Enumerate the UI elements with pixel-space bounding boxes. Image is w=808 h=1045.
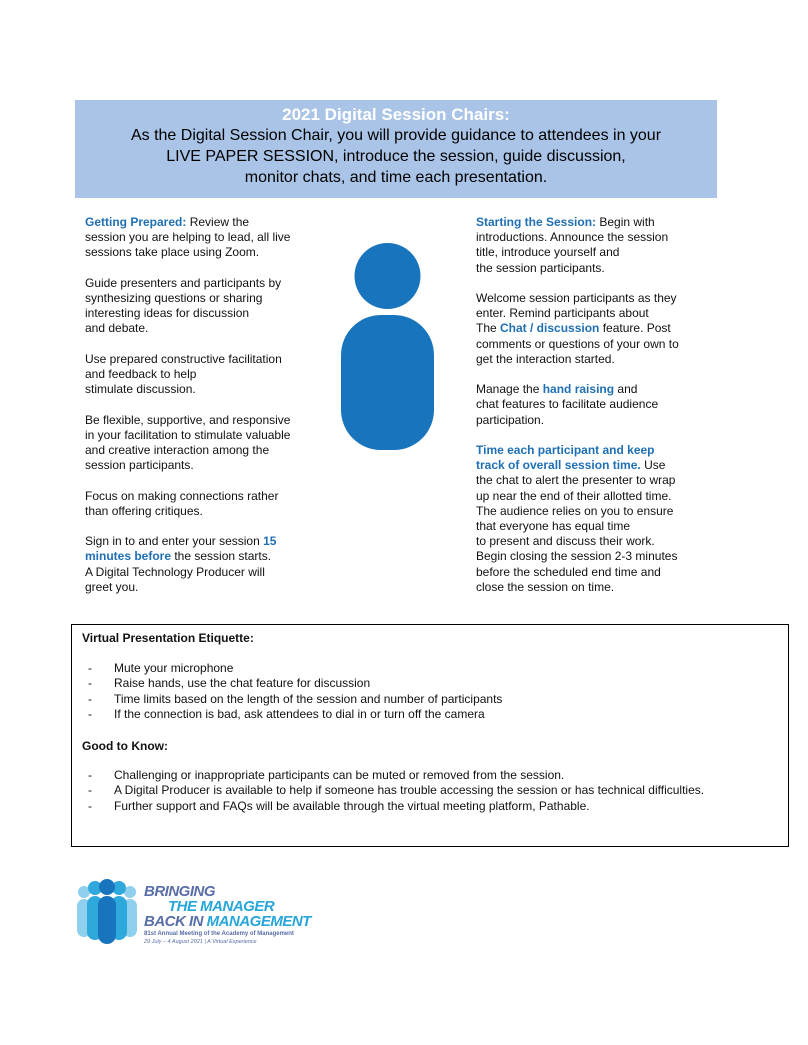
flexible-paragraph: Be flexible, supportive, and responsive in your facilitation to stimulate valuable and creative interaction among the session participants.: [85, 412, 291, 473]
banner-line-2: LIVE PAPER SESSION, introduce the session, guide discussion,: [166, 148, 626, 165]
good-to-know-list: [88, 768, 704, 814]
connections-paragraph: Focus on making connections rather than offering critiques.: [85, 488, 279, 518]
right-column: [476, 215, 711, 610]
left-column: [85, 215, 320, 610]
guide-presenters-paragraph: Guide presenters and participants by synthesizing questions or sharing interesting ideas for discussion and debate.: [85, 275, 282, 336]
banner-line-1: As the Digital Session Chair, you will provide guidance to attendees in your: [130, 127, 662, 144]
logo-line-5: 29 July – 4 August 2021 | A Virtual Experience: [144, 939, 257, 945]
list-item: - Raise hands, use the chat feature for discussion: [88, 676, 371, 691]
list-item: - Time limits based on the length of the session and number of participants: [88, 691, 503, 706]
time-participant-paragraph: Time each participant and keep track of overall session time. Use the chat to alert the presenter to wrap up near the end of their allotted time. The audience relies on you to ensure that everyone has equal time to present and discuss their work. Begin closing the session 2-3 minutes before the scheduled end time and close the session on time.: [476, 443, 678, 594]
hand-raising-paragraph: Manage the hand raising and chat features to facilitate audience participation.: [476, 382, 659, 427]
list-item: - If the connection is bad, ask attendees to dial in or turn off the camera: [88, 706, 485, 721]
logo-line-4: 81st Annual Meeting of the Academy of Management: [144, 931, 294, 937]
sign-in-paragraph: Sign in to and enter your session 15 minutes before the session starts. A Digital Technology Producer will greet you.: [85, 534, 277, 594]
logo-line-2: THE MANAGER: [168, 898, 275, 915]
getting-prepared-heading: Getting Prepared:: [85, 215, 187, 229]
aom-logo: [74, 878, 334, 950]
list-item: - A Digital Producer is available to help if someone has trouble accessing the session or has technical difficulties.: [88, 783, 705, 798]
banner-title: 2021 Digital Session Chairs:: [282, 105, 510, 124]
logo-line-3: BACK IN MANAGEMENT: [144, 913, 311, 930]
logo-line-1: BRINGING: [144, 883, 215, 900]
facilitation-paragraph: Use prepared constructive facilitation and feedback to help stimulate discussion.: [85, 351, 282, 397]
starting-session-paragraph: Starting the Session: Begin with introductions. Announce the session title, introduce yourself and the session participants.: [476, 215, 669, 275]
list-item: - Challenging or inappropriate participants can be muted or removed from the session.: [88, 768, 565, 782]
banner-line-3: monitor chats, and time each presentation.: [244, 169, 548, 186]
welcome-paragraph: Welcome session participants as they enter. Remind participants about The Chat / discussion feature. Post comments or questions of your own to get the interaction started.: [476, 291, 679, 366]
etiquette-list: [88, 661, 502, 722]
person-icon: [340, 243, 435, 451]
people-group-icon: [74, 878, 140, 946]
title-banner: [75, 100, 717, 198]
list-item: - Further support and FAQs will be available through the virtual meeting platform, Pathable.: [88, 798, 590, 813]
etiquette-box: [71, 624, 789, 847]
list-item: - Mute your microphone: [88, 661, 234, 675]
starting-session-heading: Starting the Session:: [476, 215, 597, 229]
getting-prepared-paragraph: Getting Prepared: Review the session you are helping to lead, all live sessions take place using Zoom.: [85, 215, 291, 260]
good-to-know-heading: Good to Know:: [82, 739, 168, 753]
etiquette-heading: Virtual Presentation Etiquette:: [82, 631, 254, 645]
